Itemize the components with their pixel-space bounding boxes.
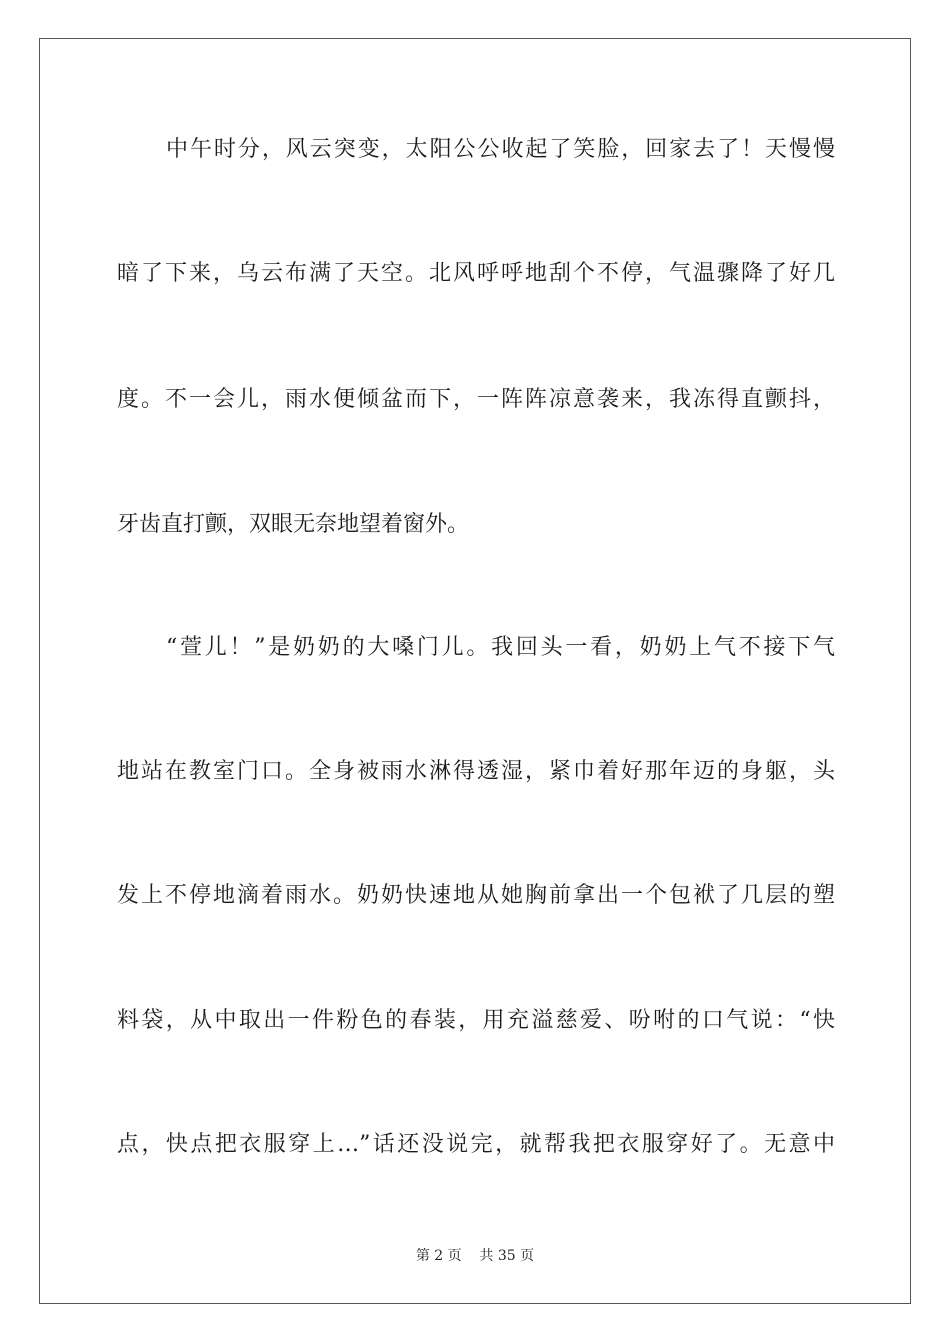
paragraph-2-line-2: 地站在教室门口。全身被雨水淋得透湿，紧巾着好那年迈的身躯，头 — [117, 759, 835, 784]
paragraph-1-line-2: 暗了下来，乌云布满了天空。北风呼呼地刮个不停，气温骤降了好几 — [117, 261, 835, 286]
paragraph-2-line-4: 料袋，从中取出一件粉色的春装，用充溢慈爱、吩咐的口气说：“快 — [117, 1008, 835, 1033]
paragraph-1-line-3: 度。不一会儿，雨水便倾盆而下，一阵阵凉意袭来，我冻得直颤抖， — [117, 387, 835, 412]
paragraph-1-line-4: 牙齿直打颤，双眼无奈地望着窗外。 — [117, 512, 470, 537]
paragraph-2-line-3: 发上不停地滴着雨水。奶奶快速地从她胸前拿出一个包袱了几层的塑 — [117, 883, 835, 908]
paragraph-1-line-1: 中午时分，风云突变，太阳公公收起了笑脸，回家去了！天慢慢 — [166, 137, 835, 162]
page-footer — [0, 1245, 950, 1265]
paragraph-2-line-1: “萱儿！”是奶奶的大嗓门儿。我回头一看，奶奶上气不接下气 — [166, 635, 835, 660]
page-number: 第 2 页 — [415, 1248, 462, 1264]
page-total: 共 35 页 — [479, 1248, 535, 1264]
paragraph-2-line-5: 点，快点把衣服穿上…”话还没说完，就帮我把衣服穿好了。无意中 — [117, 1132, 835, 1157]
page-border — [39, 38, 911, 1304]
